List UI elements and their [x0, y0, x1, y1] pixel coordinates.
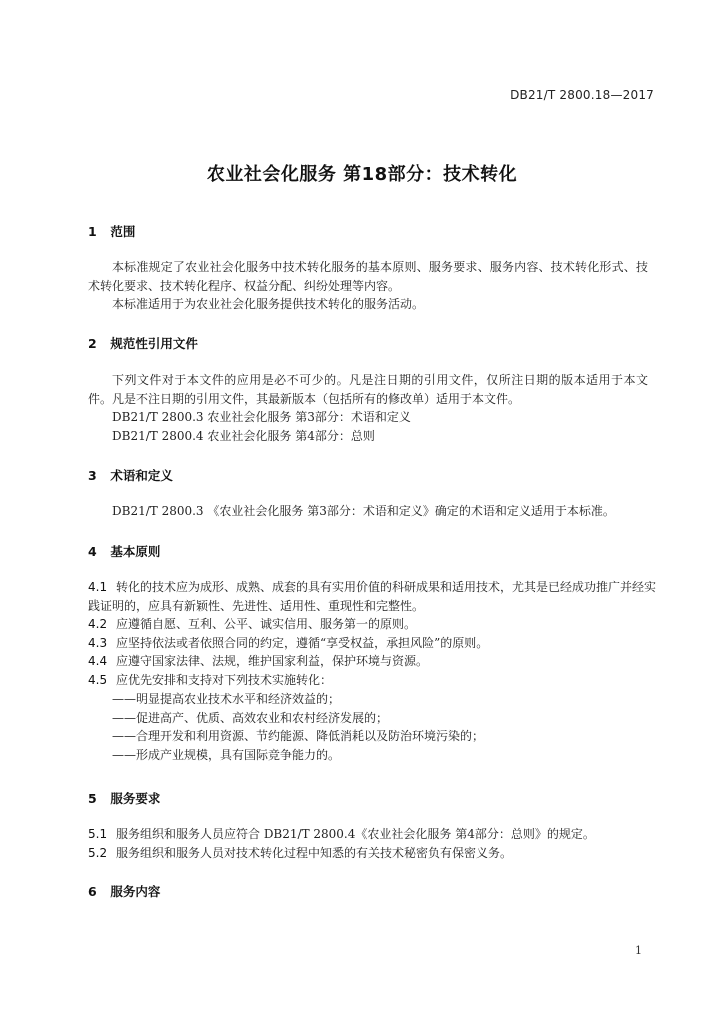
page-title: 农业社会化服务 第18部分：技术转化 [206, 164, 518, 185]
page-number: 1 [635, 944, 642, 957]
clause-4-1 [88, 578, 658, 615]
section-number: 6 [88, 884, 97, 899]
reference-item: DB21/T 2800.4 农业社会化服务 第4部分：总则 [112, 429, 375, 443]
section-number: 1 [88, 224, 97, 239]
list-item: ——明显提高农业技术水平和经济效益的； [112, 692, 341, 706]
terms-paragraph: DB21/T 2800.3 《农业社会化服务 第3部分：术语和定义》确定的术语和定义适用于本标准。 [112, 504, 615, 518]
clause-number: 4.1 [88, 580, 108, 594]
clause-text: 应优先安排和支持对下列技术实施转化： [116, 673, 333, 687]
clause-text: 转化的技术应为成形、成熟、成套的具有实用价值的科研成果和适用技术，尤其是已经成功推广并经实践证明的，应具有新颖性、先进性、适用性、重现性和完整性。 [88, 580, 657, 613]
clause-number: 5.2 [88, 846, 108, 860]
clause-5-1 [88, 825, 658, 844]
clause-text: 服务组织和服务人员应符合 DB21/T 2800.4《农业社会化服务 第4部分：总则》的规定。 [116, 827, 595, 841]
section-heading-terms [88, 466, 173, 484]
list-item: ——合理开发和利用资源、节约能源、降低消耗以及防治环境污染的； [112, 729, 485, 743]
section-title: 范围 [110, 224, 136, 239]
clause-number: 5.1 [88, 827, 108, 841]
section-title: 规范性引用文件 [110, 336, 198, 351]
clause-text: 服务组织和服务人员对技术转化过程中知悉的有关技术秘密负有保密义务。 [116, 846, 513, 860]
clause-4-4 [88, 652, 658, 671]
clause-number: 4.2 [88, 617, 108, 631]
references-paragraph: 下列文件对于本文件的应用是必不可少的。凡是注日期的引用文件，仅所注日期的版本适用于本文件。凡是不注日期的引用文件，其最新版本（包括所有的修改单）适用于本文件。 [88, 373, 648, 406]
section-number: 4 [88, 544, 97, 559]
clause-4-2 [88, 615, 658, 634]
standard-code: DB21/T 2800.18—2017 [510, 88, 654, 102]
reference-item: DB21/T 2800.3 农业社会化服务 第3部分：术语和定义 [112, 410, 411, 424]
clause-text: 应遵循自愿、互利、公平、诚实信用、服务第一的原则。 [116, 617, 417, 631]
section-number: 5 [88, 791, 97, 806]
clause-text: 应坚持依法或者依照合同的约定，遵循“享受权益，承担风险”的原则。 [116, 636, 489, 650]
section-heading-normative-references [88, 334, 198, 352]
section-title: 术语和定义 [110, 468, 173, 483]
clause-number: 4.5 [88, 673, 108, 687]
section-number: 3 [88, 468, 97, 483]
clause-number: 4.4 [88, 654, 108, 668]
section-title: 服务内容 [110, 884, 161, 899]
section-number: 2 [88, 336, 97, 351]
section-title: 基本原则 [110, 544, 161, 559]
section-heading-service-content [88, 882, 160, 900]
clause-4-5 [88, 671, 658, 690]
scope-paragraph-2: 本标准适用于为农业社会化服务提供技术转化的服务活动。 [112, 297, 425, 311]
clause-text: 应遵守国家法律、法规，维护国家利益，保护环境与资源。 [116, 654, 429, 668]
section-title: 服务要求 [110, 791, 161, 806]
section-heading-basic-principles [88, 542, 160, 560]
scope-paragraph-1: 本标准规定了农业社会化服务中技术转化服务的基本原则、服务要求、服务内容、技术转化形式、技术转化要求、技术转化程序、权益分配、纠纷处理等内容。 [88, 260, 648, 293]
section-heading-scope [88, 222, 135, 240]
clause-5-2 [88, 844, 658, 863]
section-heading-service-requirements [88, 789, 160, 807]
list-item: ——形成产业规模，具有国际竞争能力的。 [112, 748, 341, 762]
clause-4-3 [88, 634, 658, 653]
list-item: ——促进高产、优质、高效农业和农村经济发展的； [112, 711, 389, 725]
clause-number: 4.3 [88, 636, 108, 650]
